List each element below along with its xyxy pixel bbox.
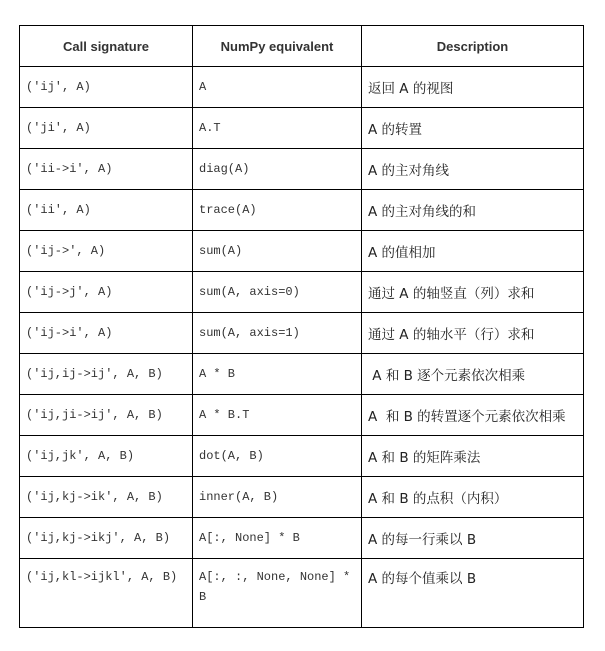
description-cell: A 的主对角线 [362,149,584,190]
numpy-equivalent-cell: A * B [193,354,362,395]
table-row [20,108,584,149]
description-cell: 返回 A 的视图 [362,67,584,108]
description-cell: A 和 B 逐个元素依次相乘 [362,354,584,395]
table-row [20,354,584,395]
header-call-signature: Call signature [20,26,193,67]
table-row [20,190,584,231]
call-signature-cell: ('ij,jk', A, B) [20,436,193,477]
header-numpy-equivalent: NumPy equivalent [193,26,362,67]
table-row [20,559,584,628]
description-cell: A 和 B 的转置逐个元素依次相乘 [362,395,584,436]
call-signature-cell: ('ij->j', A) [20,272,193,313]
call-signature-cell: ('ii->i', A) [20,149,193,190]
numpy-equivalent-cell: diag(A) [193,149,362,190]
description-cell: A 的每个值乘以 B [362,559,584,628]
header-description: Description [362,26,584,67]
description-cell: A 的值相加 [362,231,584,272]
numpy-equivalent-cell: A.T [193,108,362,149]
table-row [20,231,584,272]
table-row [20,477,584,518]
call-signature-cell: ('ji', A) [20,108,193,149]
call-signature-cell: ('ij,kj->ik', A, B) [20,477,193,518]
call-signature-cell: ('ij,ji->ij', A, B) [20,395,193,436]
table-row [20,272,584,313]
table-row [20,67,584,108]
table-row [20,518,584,559]
description-cell: A 和 B 的矩阵乘法 [362,436,584,477]
numpy-equivalent-cell: A[:, :, None, None] * B [193,559,362,628]
numpy-equivalent-cell: A * B.T [193,395,362,436]
description-cell: A 的转置 [362,108,584,149]
numpy-equivalent-cell: inner(A, B) [193,477,362,518]
table-row [20,149,584,190]
numpy-equivalent-cell: A[:, None] * B [193,518,362,559]
description-cell: A 和 B 的点积（内积） [362,477,584,518]
description-cell: A 的每一行乘以 B [362,518,584,559]
table-row [20,313,584,354]
call-signature-cell: ('ij->i', A) [20,313,193,354]
call-signature-cell: ('ii', A) [20,190,193,231]
numpy-equivalent-cell: sum(A) [193,231,362,272]
description-cell: A 的主对角线的和 [362,190,584,231]
description-cell: 通过 A 的轴水平（行）求和 [362,313,584,354]
numpy-equivalent-cell: trace(A) [193,190,362,231]
numpy-equivalent-cell: dot(A, B) [193,436,362,477]
call-signature-cell: ('ij', A) [20,67,193,108]
numpy-equivalent-cell: sum(A, axis=1) [193,313,362,354]
table-row [20,395,584,436]
call-signature-cell: ('ij,kl->ijkl', A, B) [20,559,193,628]
header-row [20,26,584,67]
numpy-equivalent-cell: sum(A, axis=0) [193,272,362,313]
table-row [20,436,584,477]
call-signature-cell: ('ij,kj->ikj', A, B) [20,518,193,559]
einsum-reference-table [19,25,584,628]
description-cell: 通过 A 的轴竖直（列）求和 [362,272,584,313]
call-signature-cell: ('ij,ij->ij', A, B) [20,354,193,395]
numpy-equivalent-cell: A [193,67,362,108]
call-signature-cell: ('ij->', A) [20,231,193,272]
